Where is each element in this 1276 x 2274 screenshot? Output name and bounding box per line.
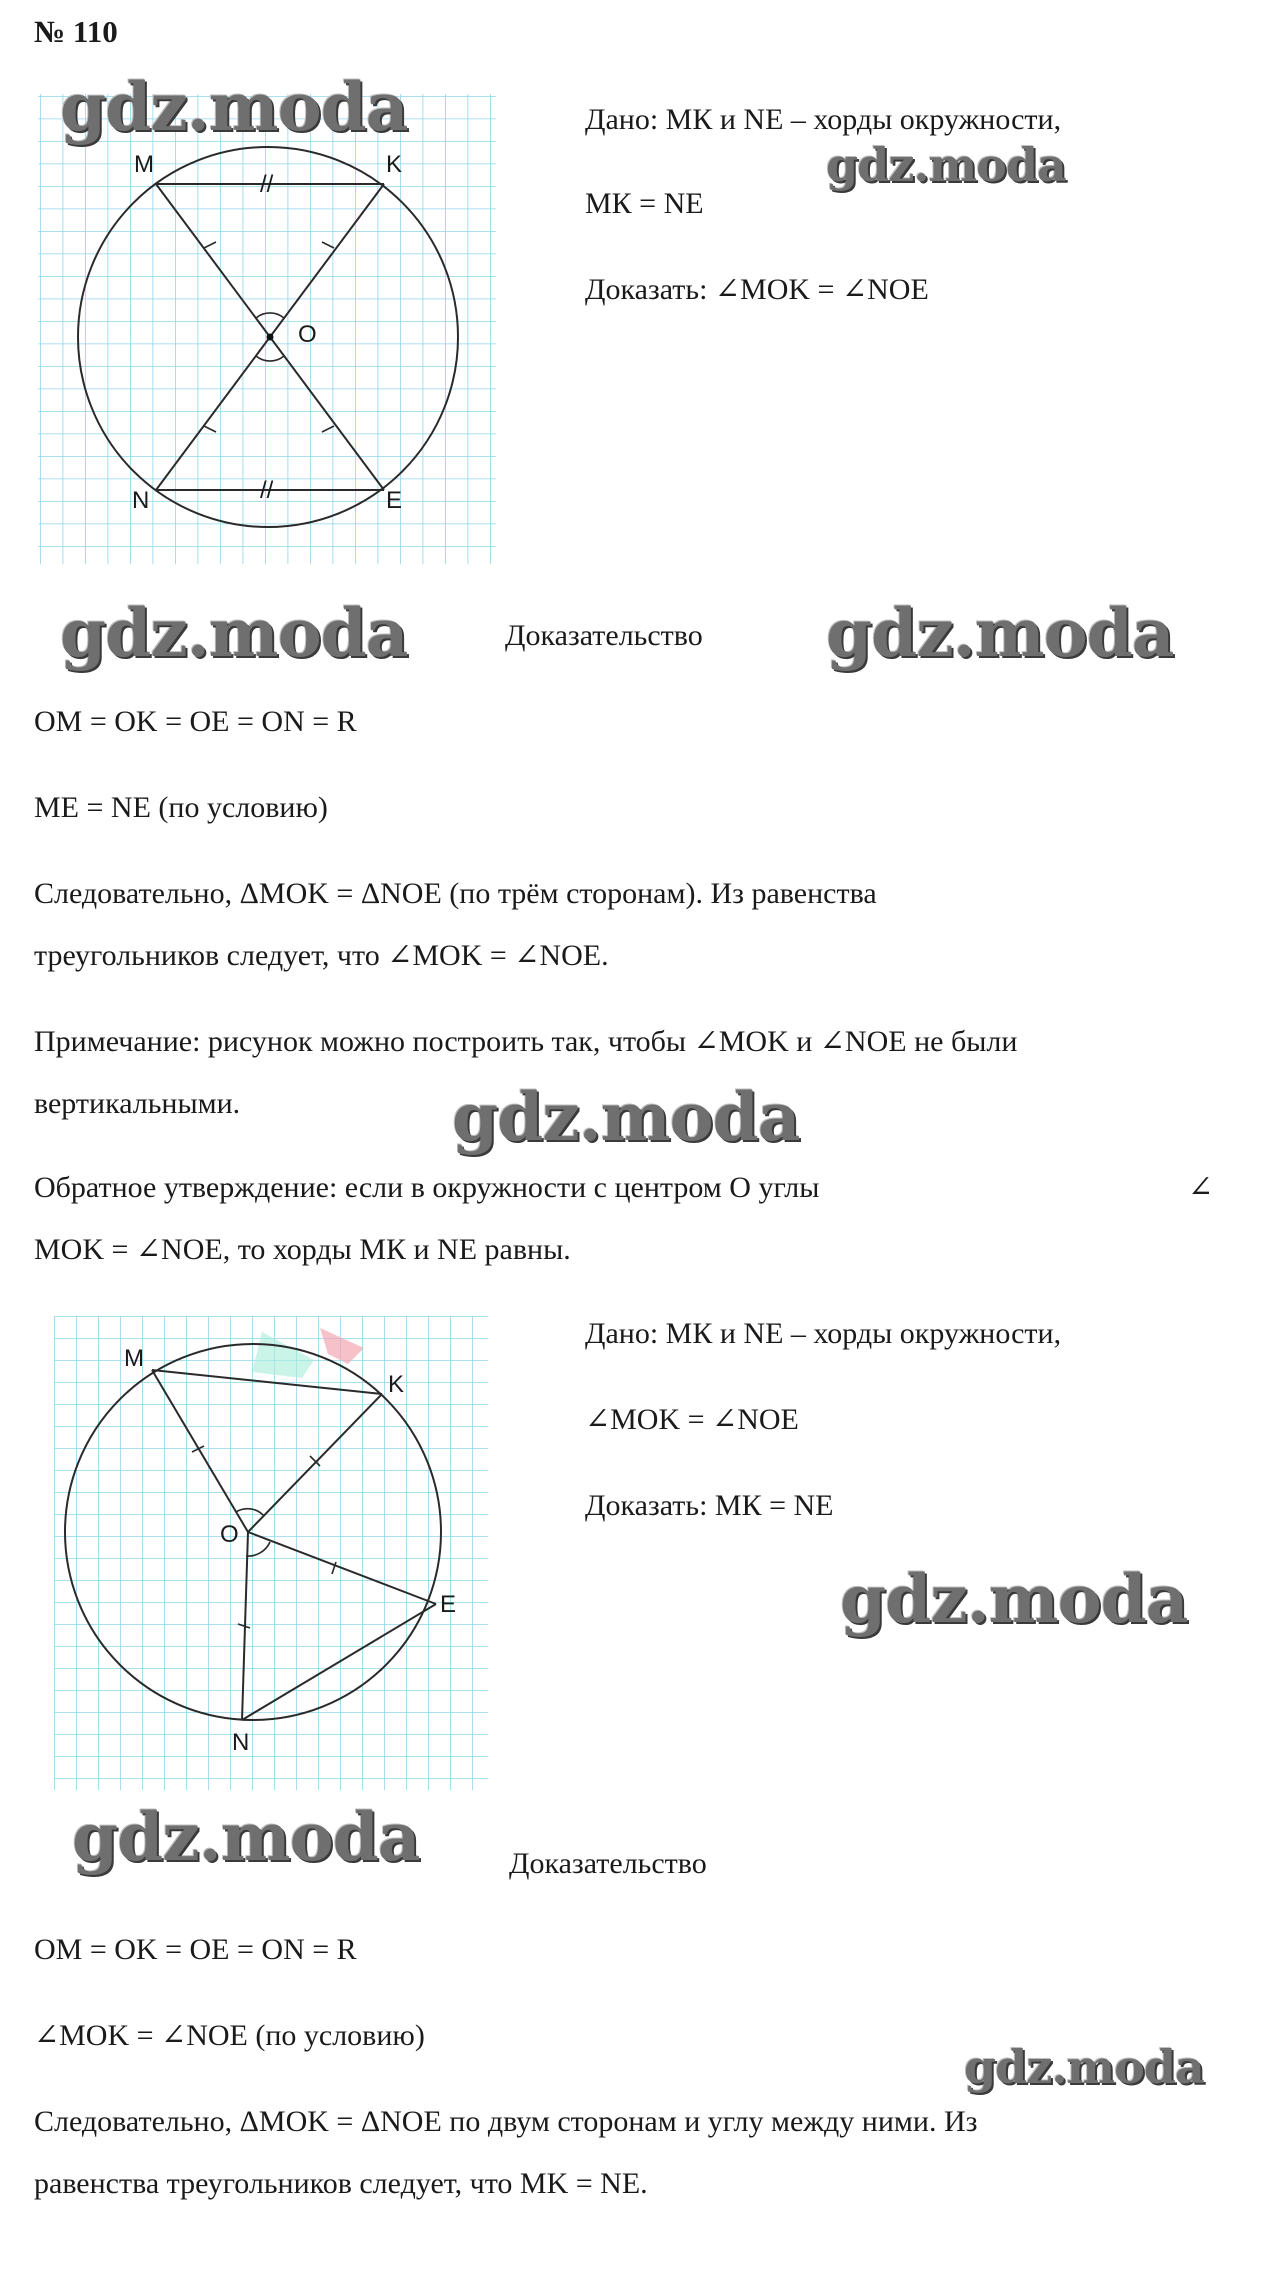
label-o: O — [220, 1521, 239, 1548]
proof-title-2: Доказательство — [509, 1847, 707, 1880]
label-m: M — [134, 151, 154, 178]
problem-number: № 110 — [34, 14, 118, 49]
given-2-line2: ∠MOK = ∠NOE — [585, 1403, 799, 1436]
proof-1-line3b: треугольников следует, что ∠MOK = ∠NOE. — [34, 939, 609, 972]
converse-line-a: Обратное утверждение: если в окружности с центром О углы — [34, 1171, 820, 1204]
label-n: N — [232, 1729, 250, 1756]
proof-1-line1: OM = OK = OE = ON = R — [34, 705, 357, 738]
watermark-1: gdz.moda — [60, 68, 408, 146]
label-tick-ne: // — [260, 477, 274, 504]
label-n: N — [132, 487, 150, 514]
watermark-2: gdz.moda — [826, 138, 1066, 192]
label-e: E — [386, 487, 403, 514]
center-point — [267, 334, 274, 341]
given-1-line2: МК = NE — [585, 187, 704, 220]
label-o: O — [298, 321, 317, 348]
note-line-a: Примечание: рисунок можно построить так, чтобы ∠MOK и ∠NOE не были — [34, 1025, 1018, 1058]
proof-1-line2: ME = NE (по условию) — [34, 791, 328, 824]
proof-2-line1: OM = OK = OE = ON = R — [34, 1933, 357, 1966]
watermark-7: gdz.moda — [72, 1798, 420, 1876]
given-1-line1: Дано: МК и NE – хорды окружности, — [585, 103, 1062, 136]
label-k: K — [388, 1371, 405, 1398]
watermark-4: gdz.moda — [826, 594, 1174, 672]
converse-angle-symbol: ∠ — [1188, 1171, 1214, 1204]
figure-1-drawing — [34, 92, 500, 568]
proof-2-line2: ∠MOK = ∠NOE (по условию) — [34, 2019, 425, 2052]
proof-2-line3b: равенства треугольников следует, что MK = NE. — [34, 2167, 648, 2200]
note-line-b: вертикальными. — [34, 1087, 241, 1120]
label-e: E — [440, 1591, 457, 1618]
watermark-5: gdz.moda — [452, 1078, 800, 1156]
figure-2 — [52, 1314, 492, 1794]
figure-2-drawing — [52, 1314, 492, 1794]
given-2-line1: Дано: МК и NE – хорды окружности, — [585, 1317, 1062, 1350]
watermark-3: gdz.moda — [60, 594, 408, 672]
converse-line-b: MOK = ∠NOE, то хорды МК и NE равны. — [34, 1233, 571, 1266]
label-m: M — [124, 1345, 144, 1372]
watermark-6: gdz.moda — [840, 1560, 1188, 1638]
prove-1: Доказать: ∠MOK = ∠NOE — [585, 273, 929, 306]
label-tick-mk: // — [260, 171, 274, 198]
proof-2-line3a: Следовательно, ΔMOK = ΔNOE по двум сторонам и углу между ними. Из — [34, 2105, 978, 2138]
label-k: K — [386, 151, 403, 178]
figure-1 — [34, 92, 500, 568]
prove-2: Доказать: МК = NE — [585, 1489, 834, 1522]
proof-title-1: Доказательство — [505, 619, 703, 652]
proof-1-line3a: Следовательно, ΔMOK = ΔNOE (по трём сторонам). Из равенства — [34, 877, 877, 910]
watermark-8: gdz.moda — [964, 2040, 1204, 2094]
